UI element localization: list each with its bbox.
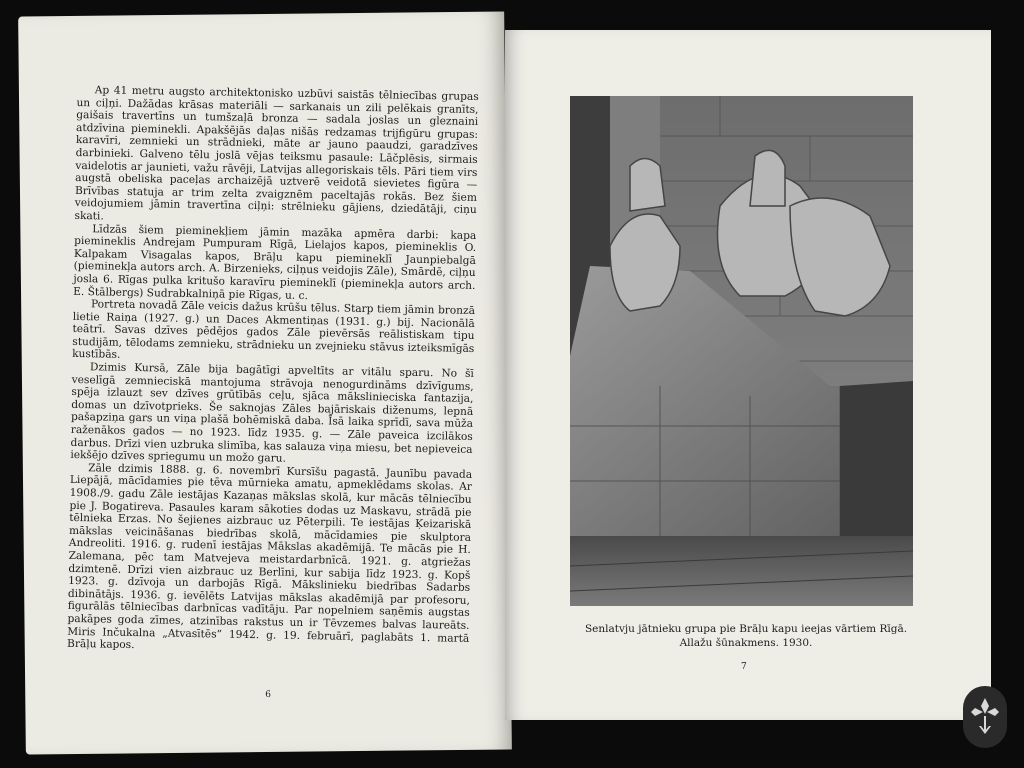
paragraph: Līdzās šiem pieminekļiem jāmin mazāka apmēra darbi: kapa piemineklis Andrejam Pumpuram Rīgā, Lielajos kapos, piemineklis O. Kalpakam Visagalas kapos, Brāļu kapu piemineklī Jaunpiebalgā (pieminekļa autors arch. A. Birzenieks, ciļņus veidojis Zāle), Smārdē, ciļņu josla 6. Rīgas pulka kritušo karavīru piemineklī (pieminekļa autors arch. E. Štālbergs) Sudrabkalniņā pie Rīgas, u. c. [73,222,477,302]
watermark-logo [963,686,1007,748]
caption-line: Allažu šūnakmens. 1930. [679,637,813,649]
paragraph: Dzimis Kursā, Zāle bija bagātīgi apveltīts ar vitālu sparu. No šī veselīgā zemnieciskā mantojuma strāvoja nenogurdināms dzīvīgums, spēja izlauzt sev dzīves grūtībās ceļu, sjāca mākslinieciska fantazija, domas un dzīvotprieks. Še saknojas Zāles bajāriskais diženums, lepnā pašapziņa gars un viņa plašā bohēmiskā daba. Īsā laika sprīdī, sava mūža raženākos gados — no 1923. līdz 1935. g. — Zāle paveica izcilākos darbus. Drīzi vien uzbruka slimība, kas salauza viņa miesu, bet nepieveica iekšējo dzīves spriegumu un možo garu. [70,361,474,465]
caption-line: Senlatvju jātnieku grupa pie Brāļu kapu ieejas vārtiem Rīgā. [584,623,908,635]
left-page [18,11,512,754]
paragraph: Portreta novadā Zāle veicis dažus krūšu tēlus. Starp tiem jāmin bronzā lietie Raiņa (1927. g.) un Daces Akmentiņas (1931. g.) bij. Nacionālā teātrī. Savas dzīves pēdējos gados Zāle pievērsās reālistiskam tipu studijām, tēlodams zemnieku, strādnieku un zvejnieku stāvus izteiksmīgās kustībās. [72,298,476,362]
left-page-text [67,84,479,658]
sculpture-illustration [570,96,913,606]
photo-caption [560,622,932,650]
paragraph: Zāle dzimis 1888. g. 6. novembrī Kursīšu pagastā. Jaunību pavada Liepājā, mācīdamies pie tēva mūrnieka amatu, apmeklēdams skolas. Ar 1908./9. gadu Zāle iestājas Kazaņas mākslas skolā, kur mācās tēlniecību pie J. Bogatireva. Pasaules karam sākoties dodas uz Maskavu, strādā pie tēlnieka Erzas. No šejienes aizbrauc uz Pēterpili. Te iestājas Ķeizariskā mākslas veicināšanas biedrības skolā, mācīdamies pie skulptora Andreoliti. 1916. g. rudenī iestājas Mākslas akadēmijā. Te mācās pie H. Zalemana, pēc tam Matvejeva meistardarbnīcā. 1921. g. atgriežas dzimtenē. Drīzi vien aizbrauc uz Berlīni, kur sabija līdz 1923. g. Kopš 1923. g. dzīvoja un darbojās Rīgā. Mākslinieku biedrības Sadarbs dibinātājs. 1936. g. ievēlēts Latvijas mākslas akadēmijā par profesoru, figurālās tēlniecības darbnīcas vadītāju. Par nopelniem saņēmis augstas pakāpes goda zīmes, atzinības rakstus un ir Tēvzemes balvas laureāts. Miris Inčukalna „Atvasītēs” 1942. g. 19. februārī, paglabāts 1. martā Brāļu kapos. [66,462,473,652]
page-number-left: 6 [265,689,272,701]
ornament-icon [963,686,1007,748]
sculpture-photo [570,96,913,606]
paragraph: Ap 41 metru augsto architektonisko uzbūvi saistās tēlniecības grupas un ciļņi. Dažādas krāsas materiāli — sarkanais un zili pelēkais granīts, gaišais travertīns un tumšzaļā bronza — sadala joslas un gleznaini atdzīvina pieminekli. Apakšējās daļas nišās redzamas trijfigūru grupas: karavīri, zemnieki un strādnieki, māte ar jauno paaudzi, garadzīves darbinieki. Galveno tēlu joslā vējas teiksmu pasaule: Lāčplēsis, sirmais vaidelotis ar jaunieti, važu rāvēji, Latvijas allegoriskais tēls. Pāri tiem virs augstā obeliska paceļas archaizējā uztverē veidotā sievietes figūra — Brīvības statuja ar trim zelta zvaigznēm paceltajās rokās. Bez šiem veidojumiem jāmin travertīna ciļņi: strēlnieku gājiens, dziedātāji, ciņu skati. [74,84,479,223]
right-page [505,30,991,720]
page-number-right: 7 [741,662,747,672]
